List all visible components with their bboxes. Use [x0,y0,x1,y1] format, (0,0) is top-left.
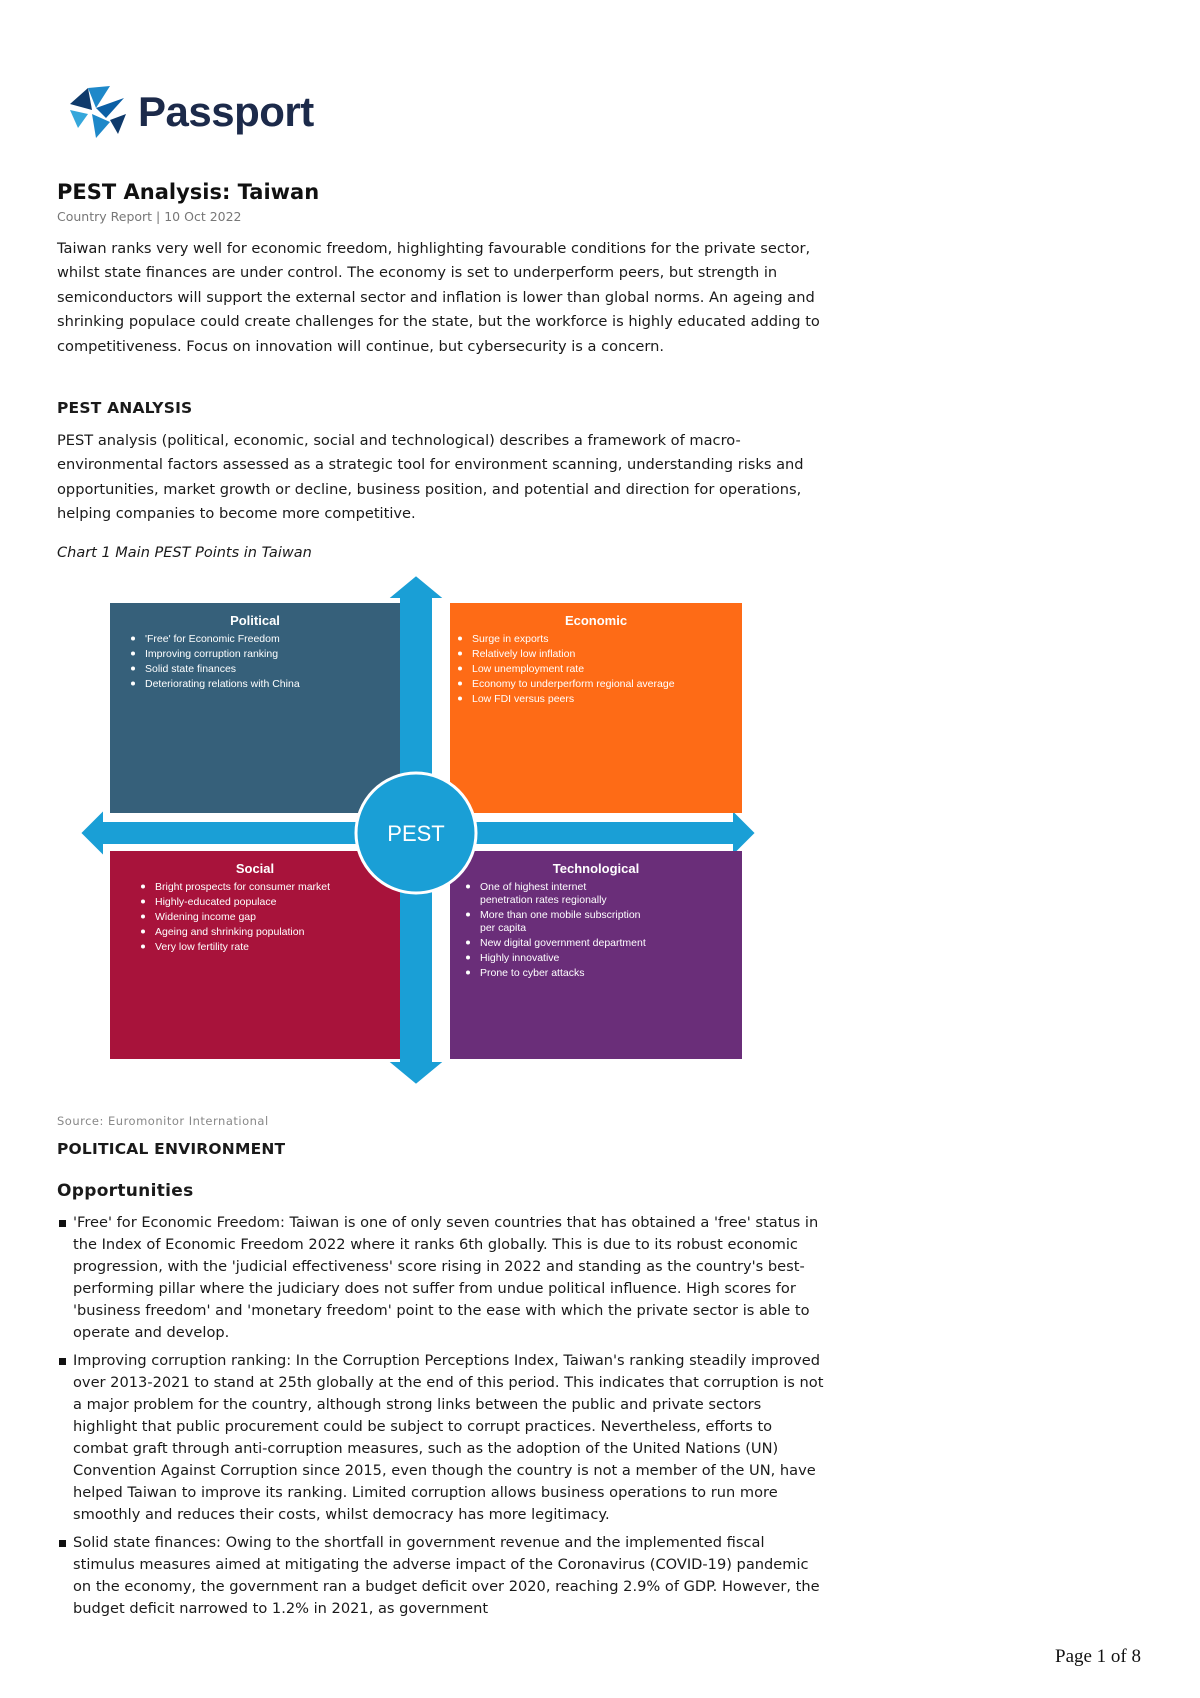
bullet-dot [466,956,470,960]
political-heading: POLITICAL ENVIRONMENT [57,1140,286,1158]
list-item: 'Free' for Economic Freedom: Taiwan is one of only seven countries that has obtained a 'free' status in the Index of Economic Freedom 2022 where it ranks 6th globally. This is due to its robust economic progression, with the 'judicial effectiveness' score rising in 2022 and standing as the country's best-performing pillar where the judiciary does not suffer from undue political influence. High scores for 'business freedom' and 'monetary freedom' point to the ease with which the private sector is able to operate and develop. [57,1212,827,1344]
quadrant-economic-title: Economic [564,613,628,628]
opportunities-list [57,1212,827,1626]
chart-caption: Chart 1 Main PEST Points in Taiwan [57,545,312,561]
bullet-dot [466,913,470,917]
bullet-dot [141,900,145,904]
quadrant-technological-item: Highly innovative [480,952,560,964]
pest-description: PEST analysis (political, economic, social and technological) describes a framework of macro-environmental factors assessed as a strategic tool for environment scanning, understanding risks and opportunities, market growth or decline, business position, and potential and direction for operations, helping companies to become more competitive. [57,432,804,523]
quadrant-political-item: Solid state finances [145,663,237,675]
bullet-dot [458,697,462,701]
pest-heading: PEST ANALYSIS [57,399,193,417]
quadrant-political-item: 'Free' for Economic Freedom [145,633,280,645]
report-summary: Taiwan ranks very well for economic freedom, highlighting favourable conditions for the private sector, whilst state finances are under control. The economy is set to underperform peers, but strength in semiconductors will support the external sector and inflation is lower than global norms. An ageing and shrinking populace could create challenges for the state, but the workforce is highly educated adding to competitiveness. Focus on innovation will continue, but cybersecurity is a concern. [57,240,820,355]
quadrant-political-title: Political [230,613,280,628]
quadrant-social-item: Highly-educated populace [155,896,277,908]
bullet-dot [131,682,135,686]
quadrant-social-item: Widening income gap [155,911,256,923]
chart-source: Source: Euromonitor International [57,1114,269,1128]
quadrant-technological-title: Technological [552,861,640,876]
bullet-dot [141,885,145,889]
opportunities-subheading: Opportunities [57,1181,194,1201]
quadrant-technological-item: Prone to cyber attacks [480,967,585,979]
list-item: Improving corruption ranking: In the Corruption Perceptions Index, Taiwan's ranking steadily improved over 2013-2021 to stand at 25th globally at the end of this period. This indicates that corruption is not a major problem for the country, although strong links between the public and private sectors highlight that public procurement could be subject to corrupt practices. Nevertheless, efforts to combat graft through anti-corruption measures, such as the adoption of the United Nations (UN) Convention Against Corruption since 2015, even though the country is not a member of the UN, have helped Taiwan to improve its ranking. Limited corruption allows business operations to run more smoothly and reduces their costs, whilst democracy has more legitimacy. [57,1350,827,1526]
quadrant-political-item: Deteriorating relations with China [145,678,300,690]
bullet-dot [466,941,470,945]
bullet-dot [466,885,470,889]
quadrant-social-title: Social [235,861,275,876]
list-item: Solid state finances: Owing to the shortfall in government revenue and the implemented fiscal stimulus measures aimed at mitigating the adverse impact of the Coronavirus (COVID-19) pandemic on the economy, the government ran a budget deficit over 2020, reaching 2.9% of GDP. However, the budget deficit narrowed to 1.2% in 2021, as government [57,1532,827,1620]
quadrant-economic-item: Low unemployment rate [472,663,585,675]
bullet-dot [141,945,145,949]
quadrant-political [110,603,400,813]
quadrant-economic-item: Low FDI versus peers [472,693,575,705]
brand-name: Passport [138,88,314,135]
quadrant-technological-item: More than one mobile subscription per capita [480,909,641,934]
quadrant-technological-item: New digital government department [480,937,646,949]
bullet-dot [131,667,135,671]
page-number: Page 1 of 8 [1055,1646,1142,1667]
quadrant-social-item: Ageing and shrinking population [155,926,305,938]
quadrant-technological [450,851,742,1059]
quadrant-economic-item: Economy to underperform regional average [472,678,675,690]
quadrant-social [110,851,400,1059]
bullet-dot [458,637,462,641]
bullet-dot [458,682,462,686]
bullet-dot [458,652,462,656]
report-title: PEST Analysis: Taiwan [57,180,320,204]
report-subtitle: Country Report | 10 Oct 2022 [57,209,242,224]
quadrant-economic-item: Surge in exports [472,633,549,645]
bullet-dot [131,652,135,656]
quadrant-economic [450,603,742,813]
bullet-dot [141,930,145,934]
brand-logo [66,84,314,140]
bullet-dot [141,915,145,919]
quadrant-social-item: Bright prospects for consumer market [155,881,331,893]
passport-logo-icon [66,84,128,140]
bullet-dot [458,667,462,671]
pest-matrix-chart [80,575,780,1085]
pest-center-label: PEST [387,821,445,846]
bullet-dot [466,971,470,975]
quadrant-social-item: Very low fertility rate [155,941,249,953]
quadrant-technological-item: One of highest internet penetration rates regionally [480,881,607,906]
quadrant-political-item: Improving corruption ranking [145,648,279,660]
quadrant-economic-item: Relatively low inflation [472,648,576,660]
bullet-dot [131,637,135,641]
